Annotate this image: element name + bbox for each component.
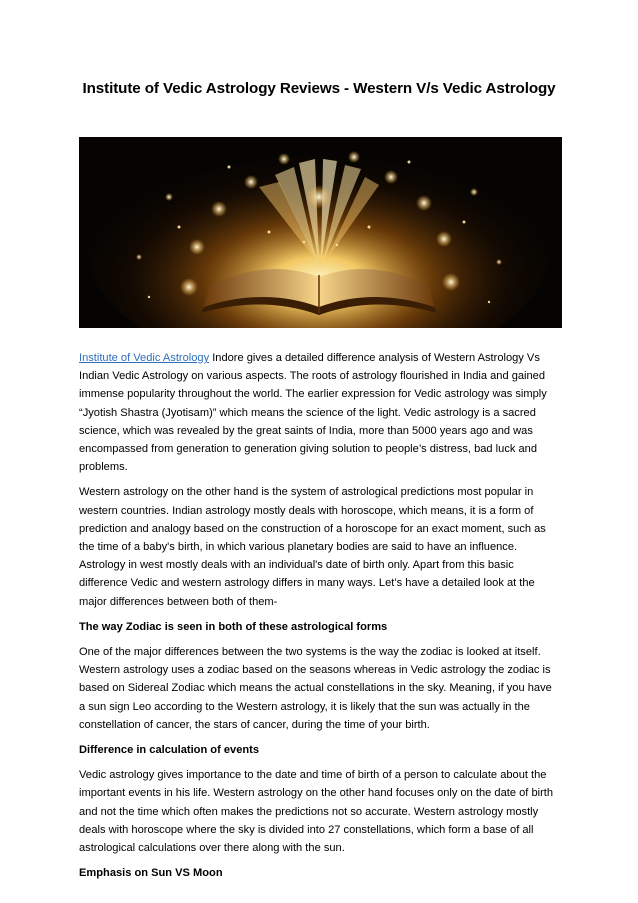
glowing-open-book-zodiac-icon [79,137,562,328]
intro-paragraph [79,349,561,476]
sun-moon-heading: Emphasis on Sun VS Moon [79,867,223,880]
document-body [79,349,561,889]
western-paragraph: Western astrology on the other hand is the system of astrological predictions most popular in western countries. Indian astrology mostly deals with horoscope, which means, it is a form of prediction and analogy based on the construction of a horoscope for an exact moment, such as the time of a baby's birth, in which various planetary bodies are said to have an influence. Astrology in west mostly deals with an individual's date of birth only. Apart from this basic difference Vedic and western astrology differs in many ways. Let’s have a detailed look at the major differences between both of them- [79,486,546,608]
zodiac-heading: The way Zodiac is seen in both of these astrological forms [79,620,388,633]
events-paragraph: Vedic astrology gives importance to the date and time of birth of a person to calculate about the important events in his life. Western astrology on the other hand focuses only on the date of birth and not the time which often makes the predictions not so accurate. Western astrology mostly deals with horoscope where the sky is divided into 27 constellations, which form a base of all astrological calculations over there along with the sun. [79,769,554,855]
intro-text: Indore gives a detailed difference analysis of Western Astrology Vs Indian Vedic Astrology on various aspects. The roots of astrology flourished in India and gained immense popularity throughout the world. The earlier expression for Vedic astrology was simply “Jyotish Shastra (Jyotisam)” which means the science of the light. Vedic astrology is a sacred science, which was revealed by the great saints of India, more than 5000 years ago and was encompassed from generation to generation giving solution to people’s distress, bad luck and problems. [79,352,547,474]
events-heading: Difference in calculation of events [79,744,260,757]
institute-link[interactable]: Institute of Vedic Astrology [79,352,210,364]
hero-image [79,137,562,328]
zodiac-paragraph: One of the major differences between the two systems is the way the zodiac is looked at itself. Western astrology uses a zodiac based on the seasons whereas in Vedic astrology the zodiac is based on Sidereal Zodiac which means the actual constellations in the sky. Meaning, if you have a sun sign Leo according to the Western astrology, it is likely that the sun was actually in the constellation of cancer, the stars of cancer, during the time of your birth. [79,646,552,731]
document-title: Institute of Vedic Astrology Reviews - Western V/s Vedic Astrology [82,80,556,97]
